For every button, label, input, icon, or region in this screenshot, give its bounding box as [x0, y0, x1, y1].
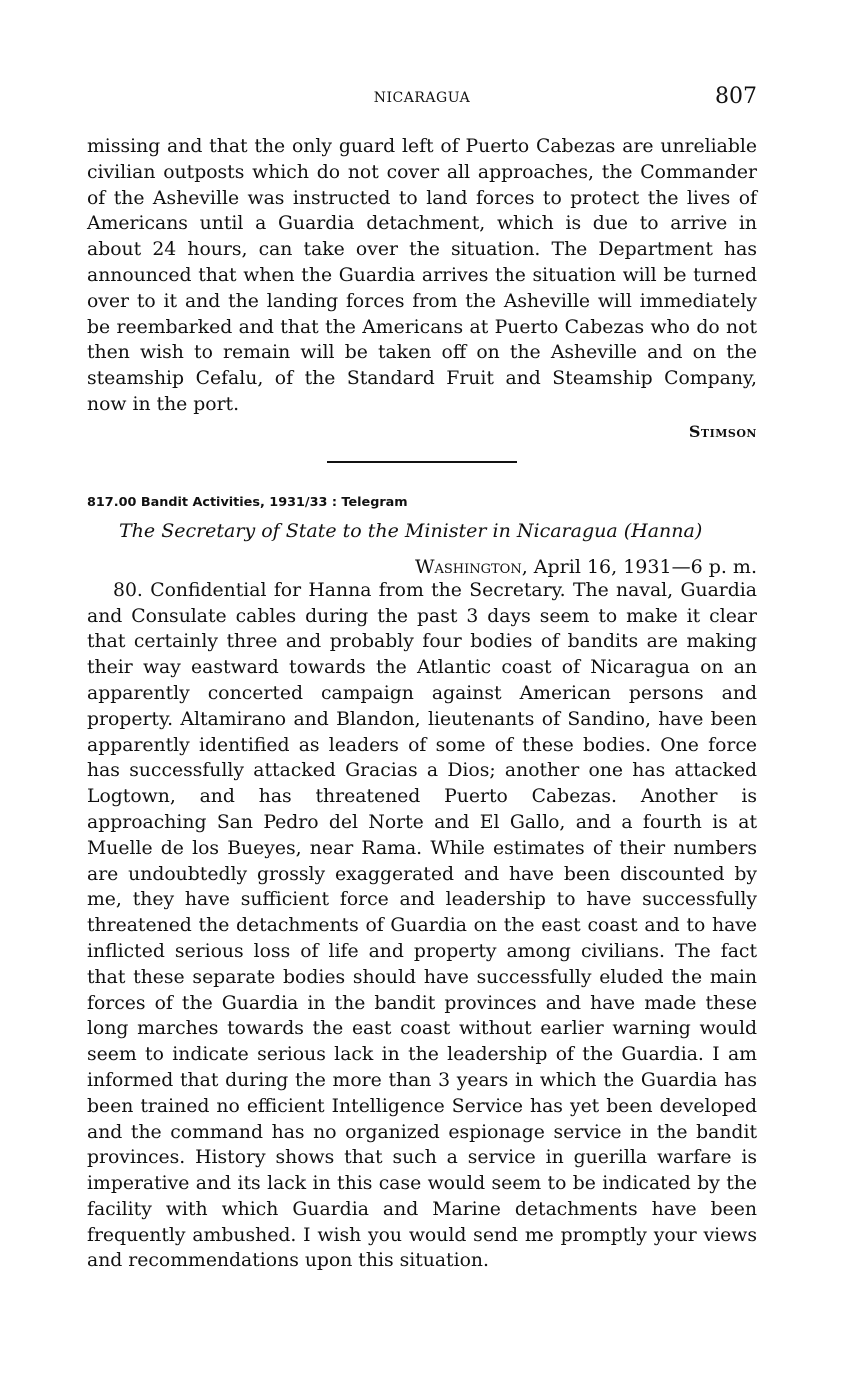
dateline-date: , April 16, 1931—6 p. m. — [521, 555, 757, 578]
document-page — [87, 84, 757, 1274]
document-title: The Secretary of State to the Minister in Nicaragua (Hanna) — [119, 519, 703, 542]
dateline — [87, 556, 757, 578]
previous-document-continuation: missing and that the only guard left of Puerto Cabezas are unreliable civilian outposts which do not cover all approaches, the Commander of the Asheville was instructed to land forces to protect the lives of Americans until a Guardia detachment, which is due to arrive in about 24 hours, can take over the situation. The Department has announced that when the Guardia arrives the situation will be turned over to it and the landing forces from the Asheville will immediately be reembarked and that the Americans at Puerto Cabezas who do not then wish to remain will be taken off on the Asheville and on the steamship Cefalu, of the Standard Fruit and Steamship Company, now in the port. — [87, 136, 757, 415]
telegram-body: 80. Confidential for Hanna from the Secretary. The naval, Guardia and Consulate cables during the past 3 days seem to make it clear that certainly three and probably four bodies of bandits are making their way eastward towards the Atlantic coast of Nicaragua on an apparently concerted campaign against American persons and property. Altamirano and Blandon, lieutenants of Sandino, have been apparently identified as leaders of some of these bodies. One force has successfully attacked Gracias a Dios; another one has attacked Logtown, and has threatened Puerto Cabezas. Another is approaching San Pedro del Norte and El Gallo, and a fourth is at Muelle de los Bueyes, near Rama. While estimates of their numbers are undoubtedly grossly exaggerated and have been discounted by me, they have sufficient force and leadership to have successfully threatened the detachments of Guardia on the east coast and to have inflicted serious loss of life and property among civilians. The fact that these separate bodies should have successfully eluded the main forces of the Guardia in the bandit provinces and have made these long marches towards the east coast without earlier warning would seem to indicate serious lack in the leadership of the Guardia. I am informed that during the more than 3 years in which the Guardia has been trained no efficient Intelligence Service has yet been developed and the command has no organized espionage service in the bandit provinces. History shows that such a service in guerilla warfare is imperative and its lack in this case would seem to be indicated by the facility with which Guardia and Marine detachments have been frequently ambushed. I wish you would send me promptly your views and recommendations upon this situation. — [87, 579, 757, 1272]
dateline-place: Washington — [414, 555, 522, 578]
running-head: NICARAGUA — [373, 90, 471, 106]
section-divider — [327, 461, 517, 463]
page-number: 807 — [715, 84, 757, 109]
signature: Stimson — [688, 421, 757, 441]
file-reference: 817.00 Bandit Activities, 1931/33 : Telegram — [87, 494, 408, 510]
page-header — [87, 84, 757, 116]
